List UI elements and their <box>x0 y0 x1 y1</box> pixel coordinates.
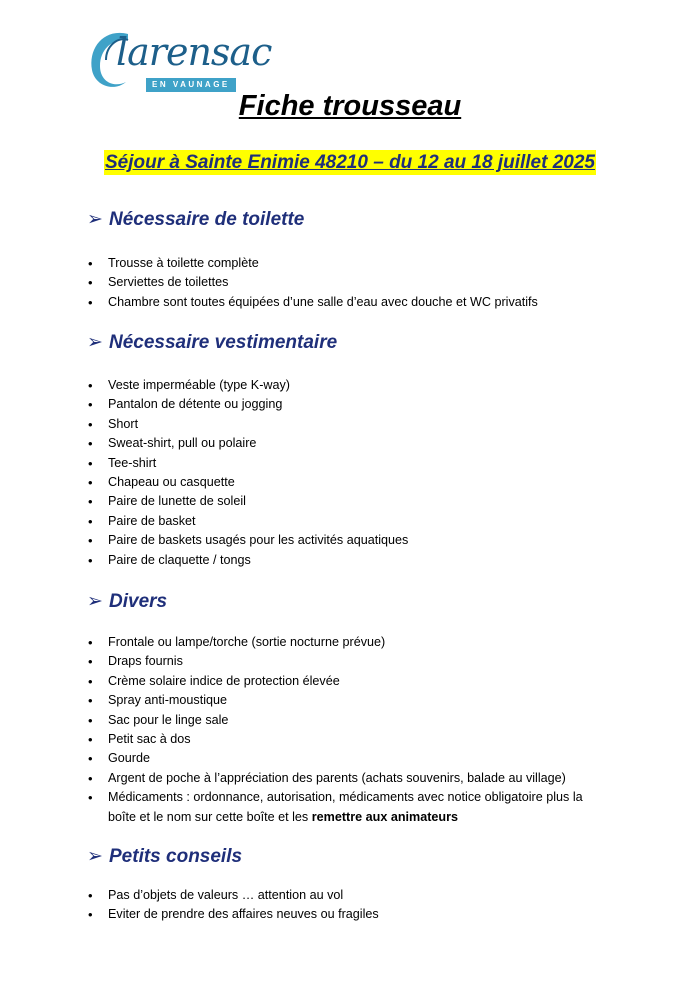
list-item: • Serviettes de toilettes <box>108 273 608 292</box>
list-item: • Draps fournis <box>108 652 608 671</box>
list-toilette <box>108 254 608 312</box>
list-item: • Veste imperméable (type K-way) <box>108 376 608 395</box>
list-item: • Pantalon de détente ou jogging <box>108 395 608 414</box>
arrow-bullet-icon: ➢ <box>87 591 103 612</box>
arrow-bullet-icon: ➢ <box>87 846 103 867</box>
list-item: • Frontale ou lampe/torche (sortie nocturne prévue) <box>108 633 608 652</box>
section-heading-label: Nécessaire vestimentaire <box>109 332 338 353</box>
list-vestimentaire <box>108 376 608 570</box>
medicaments-emphasis: remettre aux animateurs <box>311 809 459 824</box>
list-item: • Trousse à toilette complète <box>108 254 608 273</box>
list-item: • Chambre sont toutes équipées d’une salle d’eau avec douche et WC privatifs <box>108 293 608 312</box>
list-item-medicaments <box>108 788 608 827</box>
section-heading-label: Divers <box>109 591 168 612</box>
list-item: • Gourde <box>108 749 608 768</box>
list-item: • Paire de lunette de soleil <box>108 492 608 511</box>
list-item: • Pas d’objets de valeurs … attention au vol <box>108 886 608 905</box>
list-item: • Paire de claquette / tongs <box>108 551 608 570</box>
section-heading-vestimentaire <box>87 331 337 354</box>
list-item: • Paire de basket <box>108 512 608 531</box>
list-item: • Spray anti-moustique <box>108 691 608 710</box>
list-item: • Sweat-shirt, pull ou polaire <box>108 434 608 453</box>
list-item: • Eviter de prendre des affaires neuves ou fragiles <box>108 905 608 924</box>
section-heading-toilette <box>87 208 304 231</box>
list-item: • Sac pour le linge sale <box>108 711 608 730</box>
list-item: • Argent de poche à l’appréciation des parents (achats souvenirs, balade au village) <box>108 769 608 788</box>
list-item: • Tee-shirt <box>108 454 608 473</box>
section-heading-divers <box>87 590 167 613</box>
section-heading-conseils <box>87 845 242 868</box>
list-item: • Crème solaire indice de protection élevée <box>108 672 608 691</box>
clarensac-logo <box>84 26 272 98</box>
section-heading-label: Nécessaire de toilette <box>109 209 305 230</box>
list-item: • Petit sac à dos <box>108 730 608 749</box>
arrow-bullet-icon: ➢ <box>87 209 103 230</box>
arrow-bullet-icon: ➢ <box>87 332 103 353</box>
subtitle-wrapper <box>0 150 700 175</box>
page-title: Fiche trousseau <box>238 90 462 122</box>
list-item: • Chapeau ou casquette <box>108 473 608 492</box>
logo-tagline: EN VAUNAGE <box>146 78 236 92</box>
list-conseils <box>108 886 608 925</box>
logo-wordmark: larensac <box>116 30 272 74</box>
stay-subtitle: Séjour à Sainte Enimie 48210 – du 12 au 18 juillet 2025 <box>104 152 595 173</box>
medicaments-text: Médicaments : ordonnance, autorisation, médicaments avec notice obligatoire plus la boîte et le nom sur cette boîte et les <box>108 790 583 824</box>
list-item: • Short <box>108 415 608 434</box>
list-divers <box>108 633 608 827</box>
list-item: • Paire de baskets usagés pour les activités aquatiques <box>108 531 608 550</box>
section-heading-label: Petits conseils <box>109 846 243 867</box>
